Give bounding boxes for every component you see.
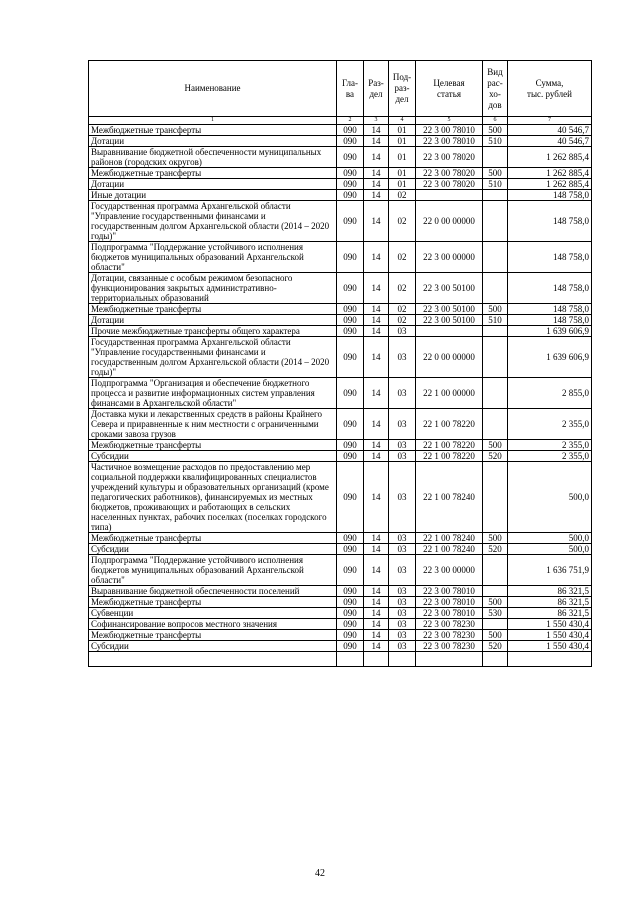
table-row xyxy=(89,462,592,533)
row-target-article-cell: 22 3 00 50100 xyxy=(416,315,483,326)
budget-table xyxy=(88,60,592,667)
table-row xyxy=(89,201,592,242)
row-subsection-cell: 01 xyxy=(389,168,416,179)
row-expense-type-cell: 520 xyxy=(483,451,508,462)
row-target-article-cell: 22 0 00 00000 xyxy=(416,201,483,242)
row-target-article-cell: 22 3 00 78230 xyxy=(416,619,483,630)
row-name-cell: Дотации, связанные с особым режимом безопасного функционирования закрытых административно-территориальных образований xyxy=(89,273,337,304)
table-row xyxy=(89,586,592,597)
row-name-cell: Межбюджетные трансферты xyxy=(89,168,337,179)
header-text: Раз- дел xyxy=(368,77,384,99)
empty-cell xyxy=(364,652,389,667)
table-row xyxy=(89,451,592,462)
row-section-cell: 14 xyxy=(364,147,389,168)
row-section-cell: 14 xyxy=(364,136,389,147)
row-name-cell: Частичное возмещение расходов по предоставлению мер социальной поддержки квалифицированных специалистов учреждений культуры и образовательных организаций (кроме педагогических работников), финансируемых из местных бюджетов, проживающих и работающих в сельских населенных пунктах, рабочих поселках (поселках городского типа) xyxy=(89,462,337,533)
table-row xyxy=(89,147,592,168)
table-row xyxy=(89,608,592,619)
table-row xyxy=(89,544,592,555)
header-chapter xyxy=(337,61,364,117)
row-amount-cell: 40 546,7 xyxy=(508,125,592,136)
empty-cell xyxy=(337,652,364,667)
row-expense-type-cell: 510 xyxy=(483,136,508,147)
row-expense-type-cell xyxy=(483,242,508,273)
row-subsection-cell: 03 xyxy=(389,555,416,586)
row-chapter-cell: 090 xyxy=(337,179,364,190)
row-expense-type-cell: 520 xyxy=(483,641,508,652)
row-target-article-cell: 22 1 00 78220 xyxy=(416,409,483,440)
row-section-cell: 14 xyxy=(364,378,389,409)
table-row xyxy=(89,641,592,652)
column-number: 4 xyxy=(389,117,416,125)
row-expense-type-cell xyxy=(483,619,508,630)
row-amount-cell: 1 550 430,4 xyxy=(508,630,592,641)
row-subsection-cell: 03 xyxy=(389,630,416,641)
row-section-cell: 14 xyxy=(364,242,389,273)
row-chapter-cell: 090 xyxy=(337,315,364,326)
row-chapter-cell: 090 xyxy=(337,337,364,378)
row-amount-cell: 1 639 606,9 xyxy=(508,326,592,337)
row-amount-cell: 2 855,0 xyxy=(508,378,592,409)
row-chapter-cell: 090 xyxy=(337,608,364,619)
row-target-article-cell: 22 3 00 78010 xyxy=(416,125,483,136)
row-section-cell: 14 xyxy=(364,608,389,619)
row-expense-type-cell: 500 xyxy=(483,630,508,641)
row-name-cell: Субсидии xyxy=(89,544,337,555)
column-number: 2 xyxy=(337,117,364,125)
row-expense-type-cell: 510 xyxy=(483,179,508,190)
table-row xyxy=(89,597,592,608)
row-amount-cell: 86 321,5 xyxy=(508,597,592,608)
row-name-cell: Государственная программа Архангельской области "Управление государственными финансами и государственным долгом Архангельской области (2014 – 2020 годы)" xyxy=(89,201,337,242)
row-section-cell: 14 xyxy=(364,273,389,304)
row-expense-type-cell: 500 xyxy=(483,533,508,544)
header-expense-type xyxy=(483,61,508,117)
table-row xyxy=(89,242,592,273)
row-amount-cell: 500,0 xyxy=(508,533,592,544)
row-chapter-cell: 090 xyxy=(337,125,364,136)
empty-cell xyxy=(508,652,592,667)
row-chapter-cell: 090 xyxy=(337,147,364,168)
row-amount-cell: 148 758,0 xyxy=(508,242,592,273)
row-name-cell: Выравнивание бюджетной обеспеченности поселений xyxy=(89,586,337,597)
row-target-article-cell: 22 3 00 78010 xyxy=(416,586,483,597)
header-text: Вид рас- хо- дов xyxy=(487,66,503,110)
row-target-article-cell: 22 3 00 00000 xyxy=(416,555,483,586)
row-expense-type-cell xyxy=(483,190,508,201)
column-number: 3 xyxy=(364,117,389,125)
row-expense-type-cell: 500 xyxy=(483,440,508,451)
row-target-article-cell: 22 1 00 00000 xyxy=(416,378,483,409)
row-amount-cell: 1 639 606,9 xyxy=(508,337,592,378)
row-chapter-cell: 090 xyxy=(337,136,364,147)
row-section-cell: 14 xyxy=(364,533,389,544)
row-section-cell: 14 xyxy=(364,555,389,586)
row-section-cell: 14 xyxy=(364,337,389,378)
table-row-empty xyxy=(89,652,592,667)
row-chapter-cell: 090 xyxy=(337,440,364,451)
row-section-cell: 14 xyxy=(364,544,389,555)
row-target-article-cell: 22 1 00 78240 xyxy=(416,462,483,533)
row-target-article-cell: 22 3 00 78010 xyxy=(416,608,483,619)
row-subsection-cell: 01 xyxy=(389,179,416,190)
table-body xyxy=(89,125,592,667)
row-amount-cell: 86 321,5 xyxy=(508,586,592,597)
row-section-cell: 14 xyxy=(364,315,389,326)
header-text: Сумма, тыс. рублей xyxy=(527,77,572,99)
row-name-cell: Доставка муки и лекарственных средств в районы Крайнего Севера и приравненные к ним местности с ограниченными сроками завоза грузов xyxy=(89,409,337,440)
row-expense-type-cell xyxy=(483,273,508,304)
row-chapter-cell: 090 xyxy=(337,168,364,179)
empty-cell xyxy=(389,652,416,667)
row-expense-type-cell: 500 xyxy=(483,304,508,315)
row-name-cell: Дотации xyxy=(89,179,337,190)
row-amount-cell: 1 550 430,4 xyxy=(508,641,592,652)
row-name-cell: Прочие межбюджетные трансферты общего характера xyxy=(89,326,337,337)
row-name-cell: Субвенции xyxy=(89,608,337,619)
row-chapter-cell: 090 xyxy=(337,630,364,641)
row-subsection-cell: 03 xyxy=(389,608,416,619)
column-number: 7 xyxy=(508,117,592,125)
row-subsection-cell: 02 xyxy=(389,190,416,201)
row-target-article-cell: 22 0 00 00000 xyxy=(416,337,483,378)
row-name-cell: Софинансирование вопросов местного значения xyxy=(89,619,337,630)
row-expense-type-cell xyxy=(483,409,508,440)
row-section-cell: 14 xyxy=(364,597,389,608)
row-target-article-cell: 22 3 00 78020 xyxy=(416,179,483,190)
row-section-cell: 14 xyxy=(364,190,389,201)
row-section-cell: 14 xyxy=(364,630,389,641)
row-chapter-cell: 090 xyxy=(337,533,364,544)
table-row xyxy=(89,337,592,378)
row-amount-cell: 2 355,0 xyxy=(508,409,592,440)
header-text: Под- раз- дел xyxy=(392,72,412,104)
header-text: Целевая статья xyxy=(433,77,465,99)
row-subsection-cell: 03 xyxy=(389,409,416,440)
table-header-row xyxy=(89,61,592,117)
row-subsection-cell: 03 xyxy=(389,619,416,630)
row-subsection-cell: 02 xyxy=(389,304,416,315)
table-row xyxy=(89,378,592,409)
row-name-cell: Подпрограмма "Поддержание устойчивого исполнения бюджетов муниципальных образований Архангельской области" xyxy=(89,242,337,273)
table-row xyxy=(89,630,592,641)
row-expense-type-cell: 520 xyxy=(483,544,508,555)
row-chapter-cell: 090 xyxy=(337,326,364,337)
row-subsection-cell: 03 xyxy=(389,451,416,462)
table-row xyxy=(89,190,592,201)
row-target-article-cell: 22 3 00 78010 xyxy=(416,597,483,608)
row-section-cell: 14 xyxy=(364,304,389,315)
row-chapter-cell: 090 xyxy=(337,462,364,533)
table-row xyxy=(89,179,592,190)
row-expense-type-cell: 510 xyxy=(483,315,508,326)
row-name-cell: Иные дотации xyxy=(89,190,337,201)
row-amount-cell: 2 355,0 xyxy=(508,451,592,462)
row-amount-cell: 1 636 751,9 xyxy=(508,555,592,586)
row-section-cell: 14 xyxy=(364,440,389,451)
header-target-article xyxy=(416,61,483,117)
header-section xyxy=(364,61,389,117)
table-row xyxy=(89,304,592,315)
table-row xyxy=(89,409,592,440)
column-number-row xyxy=(89,117,592,125)
row-subsection-cell: 01 xyxy=(389,147,416,168)
column-number: 1 xyxy=(89,117,337,125)
row-section-cell: 14 xyxy=(364,201,389,242)
table-row xyxy=(89,326,592,337)
row-target-article-cell xyxy=(416,190,483,201)
row-subsection-cell: 03 xyxy=(389,326,416,337)
row-target-article-cell: 22 3 00 78020 xyxy=(416,168,483,179)
row-subsection-cell: 03 xyxy=(389,337,416,378)
table-row xyxy=(89,273,592,304)
row-expense-type-cell xyxy=(483,326,508,337)
row-expense-type-cell xyxy=(483,337,508,378)
row-subsection-cell: 03 xyxy=(389,378,416,409)
row-chapter-cell: 090 xyxy=(337,555,364,586)
row-amount-cell: 86 321,5 xyxy=(508,608,592,619)
row-chapter-cell: 090 xyxy=(337,619,364,630)
row-name-cell: Субсидии xyxy=(89,641,337,652)
header-name: Наименование xyxy=(89,61,337,117)
header-text: Гла- ва xyxy=(341,77,358,99)
table-row xyxy=(89,136,592,147)
row-target-article-cell: 22 1 00 78240 xyxy=(416,544,483,555)
row-chapter-cell: 090 xyxy=(337,201,364,242)
row-amount-cell: 1 550 430,4 xyxy=(508,619,592,630)
table-row xyxy=(89,555,592,586)
row-name-cell: Подпрограмма "Поддержание устойчивого исполнения бюджетов муниципальных образований Архангельской области" xyxy=(89,555,337,586)
row-expense-type-cell: 500 xyxy=(483,168,508,179)
row-expense-type-cell xyxy=(483,378,508,409)
header-subsection xyxy=(389,61,416,117)
row-chapter-cell: 090 xyxy=(337,544,364,555)
empty-cell xyxy=(483,652,508,667)
table-row xyxy=(89,125,592,136)
row-chapter-cell: 090 xyxy=(337,409,364,440)
row-subsection-cell: 01 xyxy=(389,125,416,136)
row-name-cell: Дотации xyxy=(89,136,337,147)
row-chapter-cell: 090 xyxy=(337,242,364,273)
row-subsection-cell: 01 xyxy=(389,136,416,147)
row-expense-type-cell xyxy=(483,147,508,168)
row-subsection-cell: 03 xyxy=(389,533,416,544)
row-amount-cell: 40 546,7 xyxy=(508,136,592,147)
row-expense-type-cell xyxy=(483,586,508,597)
row-target-article-cell: 22 3 00 00000 xyxy=(416,242,483,273)
row-amount-cell: 148 758,0 xyxy=(508,201,592,242)
row-subsection-cell: 02 xyxy=(389,201,416,242)
row-name-cell: Государственная программа Архангельской области "Управление государственными финансами и государственным долгом Архангельской области (2014 – 2020 годы)" xyxy=(89,337,337,378)
row-target-article-cell: 22 3 00 50100 xyxy=(416,304,483,315)
row-chapter-cell: 090 xyxy=(337,597,364,608)
row-name-cell: Подпрограмма "Организация и обеспечение бюджетного процесса и развитие информационных систем управления финансами в Архангельской области" xyxy=(89,378,337,409)
row-target-article-cell: 22 3 00 50100 xyxy=(416,273,483,304)
row-chapter-cell: 090 xyxy=(337,190,364,201)
row-target-article-cell: 22 3 00 78230 xyxy=(416,641,483,652)
row-expense-type-cell: 500 xyxy=(483,125,508,136)
table-row xyxy=(89,315,592,326)
row-section-cell: 14 xyxy=(364,586,389,597)
row-chapter-cell: 090 xyxy=(337,451,364,462)
row-name-cell: Межбюджетные трансферты xyxy=(89,304,337,315)
row-target-article-cell: 22 1 00 78240 xyxy=(416,533,483,544)
row-expense-type-cell xyxy=(483,555,508,586)
row-target-article-cell xyxy=(416,326,483,337)
row-name-cell: Межбюджетные трансферты xyxy=(89,597,337,608)
row-name-cell: Субсидии xyxy=(89,451,337,462)
row-amount-cell: 2 355,0 xyxy=(508,440,592,451)
row-name-cell: Межбюджетные трансферты xyxy=(89,440,337,451)
table-row xyxy=(89,619,592,630)
row-subsection-cell: 03 xyxy=(389,462,416,533)
row-subsection-cell: 03 xyxy=(389,586,416,597)
row-section-cell: 14 xyxy=(364,125,389,136)
row-chapter-cell: 090 xyxy=(337,273,364,304)
row-subsection-cell: 03 xyxy=(389,597,416,608)
row-chapter-cell: 090 xyxy=(337,641,364,652)
row-target-article-cell: 22 3 00 78010 xyxy=(416,136,483,147)
row-amount-cell: 148 758,0 xyxy=(508,315,592,326)
row-amount-cell: 148 758,0 xyxy=(508,273,592,304)
row-section-cell: 14 xyxy=(364,326,389,337)
column-number: 6 xyxy=(483,117,508,125)
empty-cell xyxy=(416,652,483,667)
table-row xyxy=(89,168,592,179)
row-name-cell: Дотации xyxy=(89,315,337,326)
row-name-cell: Межбюджетные трансферты xyxy=(89,630,337,641)
row-name-cell: Выравнивание бюджетной обеспеченности муниципальных районов (городских округов) xyxy=(89,147,337,168)
row-amount-cell: 1 262 885,4 xyxy=(508,147,592,168)
row-amount-cell: 500,0 xyxy=(508,544,592,555)
row-chapter-cell: 090 xyxy=(337,586,364,597)
row-chapter-cell: 090 xyxy=(337,378,364,409)
row-name-cell: Межбюджетные трансферты xyxy=(89,125,337,136)
row-section-cell: 14 xyxy=(364,641,389,652)
row-section-cell: 14 xyxy=(364,168,389,179)
row-chapter-cell: 090 xyxy=(337,304,364,315)
table-row xyxy=(89,533,592,544)
row-subsection-cell: 02 xyxy=(389,273,416,304)
row-subsection-cell: 02 xyxy=(389,315,416,326)
row-subsection-cell: 02 xyxy=(389,242,416,273)
empty-cell xyxy=(89,652,337,667)
row-amount-cell: 500,0 xyxy=(508,462,592,533)
row-amount-cell: 1 262 885,4 xyxy=(508,179,592,190)
row-section-cell: 14 xyxy=(364,179,389,190)
row-target-article-cell: 22 3 00 78230 xyxy=(416,630,483,641)
header-amount xyxy=(508,61,592,117)
row-amount-cell: 148 758,0 xyxy=(508,304,592,315)
row-expense-type-cell: 530 xyxy=(483,608,508,619)
row-subsection-cell: 03 xyxy=(389,544,416,555)
row-expense-type-cell: 500 xyxy=(483,597,508,608)
row-subsection-cell: 03 xyxy=(389,440,416,451)
row-amount-cell: 1 262 885,4 xyxy=(508,168,592,179)
row-section-cell: 14 xyxy=(364,462,389,533)
row-expense-type-cell xyxy=(483,201,508,242)
row-section-cell: 14 xyxy=(364,409,389,440)
column-number: 5 xyxy=(416,117,483,125)
page-number: 42 xyxy=(315,868,325,879)
row-name-cell: Межбюджетные трансферты xyxy=(89,533,337,544)
row-section-cell: 14 xyxy=(364,451,389,462)
row-target-article-cell: 22 1 00 78220 xyxy=(416,440,483,451)
row-subsection-cell: 03 xyxy=(389,641,416,652)
table-row xyxy=(89,440,592,451)
row-target-article-cell: 22 3 00 78020 xyxy=(416,147,483,168)
row-section-cell: 14 xyxy=(364,619,389,630)
row-target-article-cell: 22 1 00 78220 xyxy=(416,451,483,462)
row-amount-cell: 148 758,0 xyxy=(508,190,592,201)
row-expense-type-cell xyxy=(483,462,508,533)
